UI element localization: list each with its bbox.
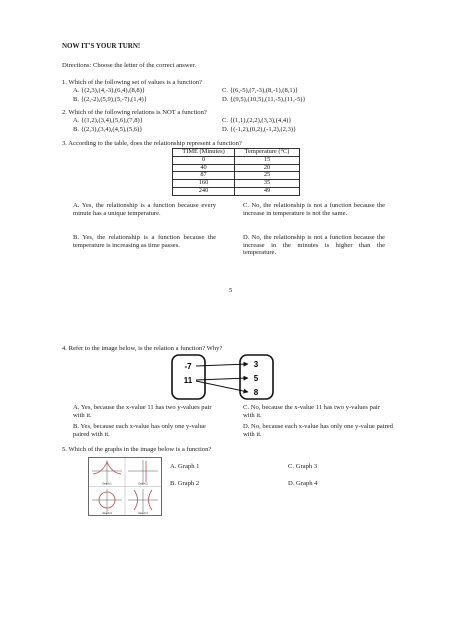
graphs-figure (88, 457, 162, 516)
q4-option-d[interactable]: D. No, because each x-value has only one y-value paired with it. (243, 423, 393, 438)
q3-option-a[interactable]: A. Yes, the relationship is a function because every minute has a unique temperature. (73, 202, 216, 217)
q1-option-c[interactable]: C. {(6,-5),(7,-3),(8,-1),(8,1)} (222, 87, 299, 94)
table-row (173, 180, 300, 188)
table-cell: 49 (235, 187, 300, 195)
graph-4-label: Graph 4 (138, 512, 148, 515)
q4-option-a[interactable]: A. Yes, because the x-value 11 has two y-values pair with it. (73, 404, 212, 419)
q3-option-c[interactable]: C. No, the relationship is not a function because the increase in temperature is not the same. (243, 202, 385, 217)
table-header-time: TIME (Minutes) (173, 149, 235, 157)
table-row (173, 172, 300, 180)
q2-option-b[interactable]: B. {(2,3),(3,4),(4,5),(5,6)} (73, 126, 143, 133)
range-value: 5 (253, 374, 259, 383)
graph-1-label: Graph 1 (102, 482, 112, 486)
q4-option-b[interactable]: B. Yes, because each x-value has only one y-value paired with it. (73, 423, 206, 438)
table-cell: 15 (235, 156, 300, 164)
range-value: 3 (253, 360, 259, 369)
domain-value: 11 (183, 376, 193, 385)
table-cell: 240 (173, 187, 235, 195)
table-row (173, 164, 300, 172)
q1-question: 1. Which of the following set of values is a function? (62, 79, 202, 86)
directions-text: Directions: Choose the letter of the correct answer. (62, 62, 197, 69)
q5-option-d[interactable]: D. Graph 4 (288, 480, 318, 487)
table-cell: 20 (235, 164, 300, 172)
q4-option-c[interactable]: C. No, because the x-value 11 has two y-values pair with it. (243, 404, 380, 419)
q5-option-a[interactable]: A. Graph 1 (170, 463, 200, 470)
table-cell: 25 (235, 172, 300, 180)
q3-option-b[interactable]: B. Yes, the relationship is a function because the temperature is increasing as time passes. (73, 234, 216, 249)
section-heading: NOW IT'S YOUR TURN! (62, 42, 141, 50)
table-header-row (173, 149, 300, 157)
table-row (173, 156, 300, 164)
q2-question: 2. Which of the following relations is NOT a function? (62, 109, 207, 116)
q1-option-b[interactable]: B. {(2,-2),(5,9),(5,-7),(1,4)} (73, 96, 147, 103)
q4-question: 4. Refer to the image below, is the relation a function? Why? (62, 345, 223, 352)
q5-option-b[interactable]: B. Graph 2 (170, 480, 200, 487)
table-row (173, 187, 300, 195)
table-cell: 87 (173, 172, 235, 180)
q3-option-d[interactable]: D. No, the relationship is not a function because the increase in the minutes is higher than the temperature. (243, 234, 385, 257)
table-cell: 160 (173, 180, 235, 188)
graph-2-label: Graph 2 (138, 482, 148, 486)
q5-option-c[interactable]: C. Graph 3 (288, 463, 318, 470)
q3-data-table (172, 148, 300, 196)
table-cell: 0 (173, 156, 235, 164)
page-number: 5 (229, 287, 233, 294)
mapping-diagram (170, 353, 274, 401)
domain-value: -7 (184, 362, 192, 371)
q1-option-a[interactable]: A. {(2,3),(4,-3),(6,4),(8,8)} (73, 87, 146, 94)
range-value: 8 (253, 388, 259, 397)
table-cell: 40 (173, 164, 235, 172)
table-cell: 35 (235, 180, 300, 188)
q2-option-d[interactable]: D. {(-1,2),(0,2),(-1,2),(2,3)} (222, 126, 297, 133)
graph-3-label: Graph 3 (102, 512, 112, 515)
q2-option-c[interactable]: C. {(1,1),(2,2),(3,3),(4,4)} (222, 117, 292, 124)
q3-question: 3. According to the table, does the relationship represent a function? (62, 140, 242, 147)
q2-option-a[interactable]: A. {(1,2),(3,4),(5,6),(7,8)} (73, 117, 143, 124)
q1-option-d[interactable]: D. {(9,5),(10,5),(11,-5),(11,-5)} (222, 96, 306, 103)
q5-question: 5. Which of the graphs in the image below is a function? (62, 446, 212, 453)
table-header-temperature: Temperature (°C) (235, 149, 300, 157)
